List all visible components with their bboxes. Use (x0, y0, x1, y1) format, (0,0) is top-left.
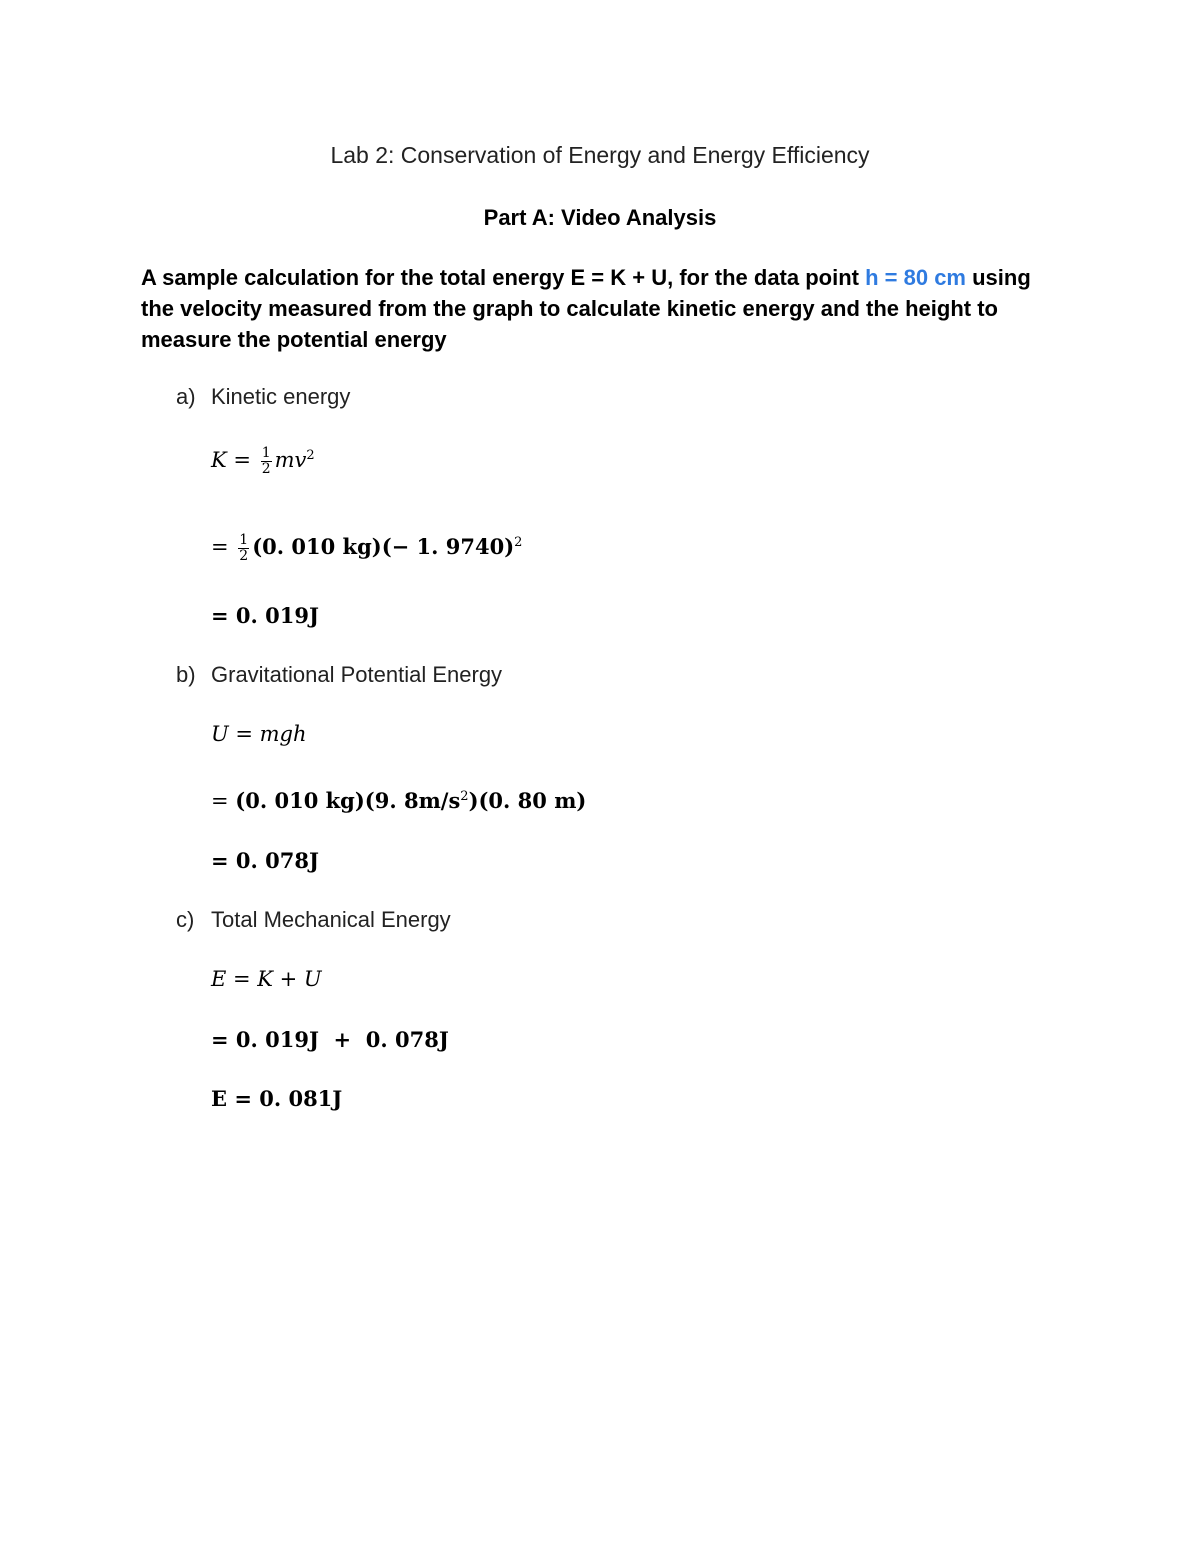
section-c-title: Total Mechanical Energy (211, 907, 451, 932)
potential-substitution-equals: = (211, 789, 229, 813)
potential-result-text: = 0. 078J (211, 848, 319, 873)
potential-substitution-exponent: 2 (460, 789, 469, 804)
section-a-letter: a) (176, 384, 196, 409)
total-substitution (211, 1027, 449, 1052)
kinetic-formula (211, 446, 315, 477)
section-a-title: Kinetic energy (211, 384, 351, 409)
section-c-letter: c) (176, 907, 195, 932)
kinetic-formula-equals: = (233, 448, 251, 472)
fraction-half (261, 446, 272, 477)
kinetic-formula-exponent: 2 (306, 448, 315, 463)
fraction-numerator: 1 (261, 445, 271, 461)
part-heading: Part A: Video Analysis (483, 205, 717, 230)
kinetic-substitution-exponent: 2 (514, 535, 523, 550)
total-result-text: E = 0. 081J (211, 1086, 343, 1111)
potential-substitution-part2: )(0. 80 m) (468, 788, 587, 813)
potential-formula-text: U = mgh (211, 722, 307, 746)
document-title: Lab 2: Conservation of Energy and Energy Efficiency (330, 142, 870, 168)
kinetic-formula-rhs: mv (274, 448, 307, 472)
fraction-denominator: 2 (239, 548, 249, 564)
potential-formula (211, 722, 307, 746)
intro-paragraph (141, 262, 1061, 355)
kinetic-substitution-body: (0. 010 kg)(− 1. 9740) (252, 534, 515, 559)
section-b-label (176, 662, 502, 688)
fraction-denominator: 2 (261, 461, 271, 477)
section-b-letter: b) (176, 662, 196, 687)
kinetic-formula-lhs: K (211, 448, 227, 472)
total-formula-text: E = K + U (211, 967, 322, 991)
kinetic-substitution (211, 533, 522, 564)
potential-substitution-part1: (0. 010 kg)(9. 8m/s (235, 788, 461, 813)
potential-substitution (211, 788, 586, 813)
fraction-numerator: 1 (239, 532, 249, 548)
section-a-label (176, 384, 350, 410)
total-result (211, 1086, 342, 1111)
section-c-label (176, 907, 451, 933)
fraction-half (238, 533, 249, 564)
total-substitution-text: = 0. 019J + 0. 078J (211, 1027, 449, 1052)
total-formula (211, 967, 322, 991)
kinetic-result-text: = 0. 019J (211, 603, 319, 628)
kinetic-substitution-equals: = (211, 535, 229, 559)
intro-text-after: using the velocity measured from the graph to calculate kinetic energy and the height to measure the potential energy (141, 265, 1031, 352)
section-b-title: Gravitational Potential Energy (211, 662, 503, 687)
potential-result (211, 848, 319, 873)
kinetic-result (211, 603, 319, 628)
intro-text-before: A sample calculation for the total energy E = K + U, for the data point (141, 265, 866, 290)
intro-highlight: h = 80 cm (865, 265, 966, 290)
